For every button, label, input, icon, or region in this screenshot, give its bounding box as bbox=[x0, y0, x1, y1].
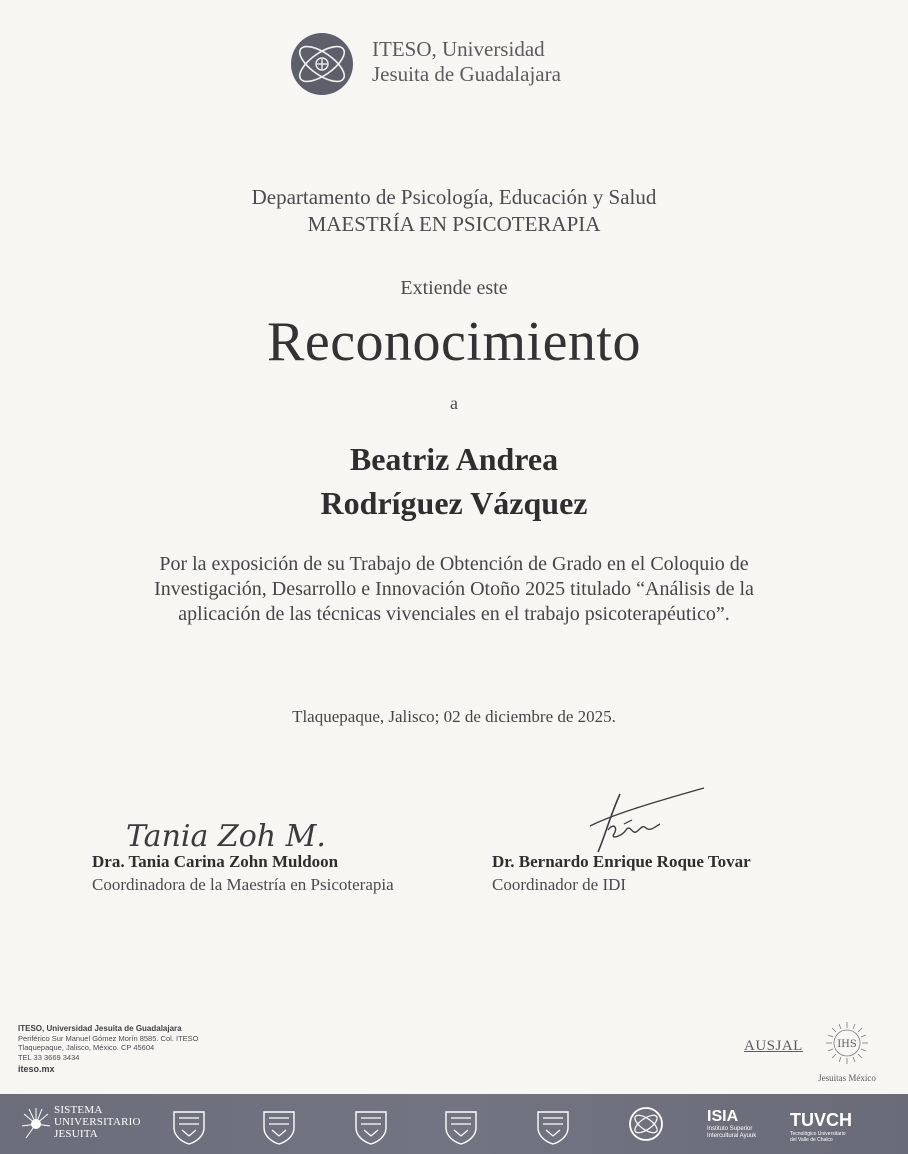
issue-date: Tlaquepaque, Jalisco; 02 de diciembre de 2025. bbox=[292, 707, 616, 726]
recipient-name-line1: Beatriz Andrea bbox=[349, 441, 559, 477]
program-name: MAESTRÍA EN PSICOTERAPIA bbox=[307, 212, 601, 236]
tuvch-sub2: del Valle de Chalco bbox=[790, 1137, 833, 1143]
signer-left-role: Coordinadora de la Maestría en Psicoterapia bbox=[92, 875, 394, 894]
footer-institution: ITESO, Universidad Jesuita de Guadalajara bbox=[18, 1024, 182, 1033]
signature-left-text: Tania Zoh M. bbox=[126, 819, 326, 854]
footer-address-line2: Tlaquepaque, Jalisco, México. CP 45604 bbox=[18, 1043, 155, 1052]
tuvch-logo bbox=[790, 1110, 852, 1143]
sistema-line2: UNIVERSITARIO bbox=[54, 1116, 141, 1128]
sistema-line3: JESUITA bbox=[54, 1128, 98, 1140]
jesuitas-mexico-logo bbox=[812, 1020, 882, 1083]
university-crest-icon bbox=[350, 1106, 392, 1146]
footer-address bbox=[18, 1024, 199, 1075]
university-crest-icon bbox=[258, 1106, 300, 1146]
institution-name bbox=[372, 37, 561, 87]
tuvch-label: TUVCH bbox=[790, 1110, 852, 1130]
signature-block-left bbox=[92, 850, 394, 896]
isia-label: ISIA bbox=[707, 1108, 739, 1125]
recognition-description: Por la exposición de su Trabajo de Obtención de Grado en el Coloquio de Investigación, Desarrollo e Innovación Otoño 2025 titulado “Análisis de la aplicación de las técnicas vivenciales en el trabajo psicoterapéutico”. bbox=[154, 553, 754, 625]
department-name: Departamento de Psicología, Educación y Salud bbox=[251, 185, 657, 209]
signer-right-name: Dr. Bernardo Enrique Roque Tovar bbox=[492, 852, 751, 871]
network-logos-bar bbox=[0, 1094, 908, 1154]
isia-logo bbox=[707, 1108, 756, 1140]
department-block bbox=[0, 184, 908, 238]
sun-emblem-icon bbox=[22, 1106, 50, 1142]
signer-left-name: Dra. Tania Carina Zohn Muldoon bbox=[92, 852, 339, 871]
institution-line2: Jesuita de Guadalajara bbox=[372, 62, 561, 86]
tuvch-sub1: Tecnológico Universitario bbox=[790, 1131, 846, 1137]
university-crest-icon bbox=[532, 1106, 574, 1146]
signature-block-right bbox=[492, 850, 751, 896]
footer-phone: TEL 33 3669 3434 bbox=[18, 1052, 80, 1062]
sistema-line1: SISTEMA bbox=[54, 1104, 103, 1116]
recipient-name-line2: Rodríguez Vázquez bbox=[320, 485, 588, 521]
ihs-sun-icon bbox=[824, 1020, 870, 1066]
signature-right-scribble bbox=[580, 786, 710, 856]
isia-sub1: Instituto Superior bbox=[707, 1126, 753, 1132]
to-text: a bbox=[450, 393, 458, 413]
footer-address-line1: Periférico Sur Manuel Gómez Morín 8585. Col. ITESO bbox=[18, 1033, 199, 1043]
institution-line1: ITESO, Universidad bbox=[372, 37, 545, 61]
ihs-text: IHS bbox=[837, 1039, 857, 1050]
iteso-logo-icon bbox=[290, 32, 354, 96]
recipient-name bbox=[0, 437, 908, 525]
extends-text: Extiende este bbox=[400, 277, 508, 299]
signer-right-role: Coordinador de IDI bbox=[492, 875, 627, 894]
iteso-small-logo-icon bbox=[628, 1106, 664, 1142]
footer-website: iteso.mx bbox=[18, 1064, 55, 1074]
jesuitas-mexico-label: Jesuitas México bbox=[818, 1073, 876, 1083]
isia-sub2: Intercultural Ayuuk bbox=[707, 1133, 757, 1139]
university-crest-icon bbox=[440, 1106, 482, 1146]
university-crest-icon bbox=[168, 1106, 210, 1146]
certificate-title: Reconocimiento bbox=[266, 311, 641, 373]
ausjal-logo: AUSJAL bbox=[744, 1038, 803, 1054]
